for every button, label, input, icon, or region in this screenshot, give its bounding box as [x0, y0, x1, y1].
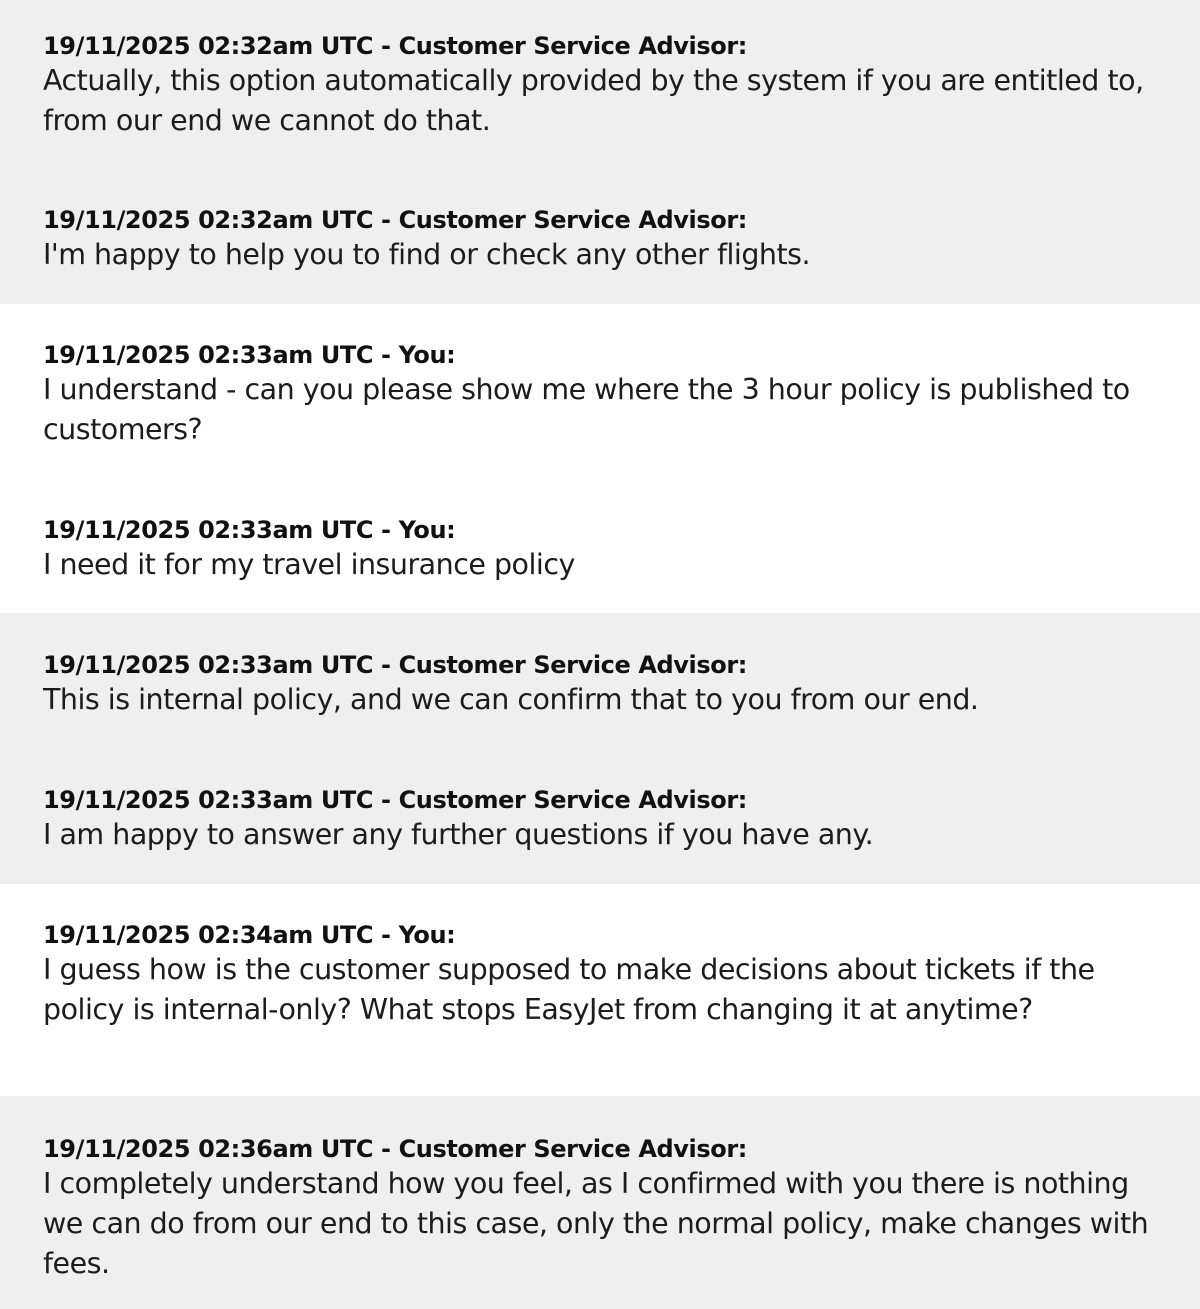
message-text: I guess how is the customer supposed to make decisions about tickets if the policy is internal-only? What stops EasyJet from changing it at anytime? [43, 953, 1095, 1026]
chat-message [43, 1134, 1173, 1284]
message-meta: 19/11/2025 02:33am UTC - Customer Service Advisor: [43, 651, 747, 679]
message-text: I'm happy to help you to find or check any other flights. [43, 238, 811, 271]
message-text: I need it for my travel insurance policy [43, 548, 575, 581]
chat-message [43, 920, 1173, 1030]
message-meta: 19/11/2025 02:33am UTC - You: [43, 516, 456, 544]
message-text: This is internal policy, and we can confirm that to you from our end. [43, 683, 979, 716]
chat-message [43, 340, 1173, 450]
advisor-message-group [0, 0, 1200, 304]
message-meta: 19/11/2025 02:32am UTC - Customer Service Advisor: [43, 32, 747, 60]
message-text: I understand - can you please show me where the 3 hour policy is published to customers? [43, 373, 1130, 446]
message-meta: 19/11/2025 02:32am UTC - Customer Service Advisor: [43, 206, 747, 234]
chat-message [43, 205, 1173, 275]
message-meta: 19/11/2025 02:36am UTC - Customer Service Advisor: [43, 1135, 747, 1163]
message-meta: 19/11/2025 02:33am UTC - You: [43, 341, 456, 369]
chat-message [43, 785, 1173, 855]
message-text: I completely understand how you feel, as I confirmed with you there is nothing we can do from our end to this case, only the normal policy, make changes with fees. [43, 1167, 1149, 1280]
chat-message [43, 650, 1173, 720]
message-text: I am happy to answer any further questions if you have any. [43, 818, 874, 851]
message-meta: 19/11/2025 02:33am UTC - Customer Service Advisor: [43, 786, 747, 814]
you-message-group [0, 884, 1200, 1096]
chat-message [43, 31, 1173, 141]
you-message-group [0, 304, 1200, 613]
message-meta: 19/11/2025 02:34am UTC - You: [43, 921, 456, 949]
message-text: Actually, this option automatically provided by the system if you are entitled to, from our end we cannot do that. [43, 64, 1144, 137]
advisor-message-group [0, 1096, 1200, 1309]
advisor-message-group [0, 613, 1200, 884]
chat-message [43, 515, 1173, 585]
